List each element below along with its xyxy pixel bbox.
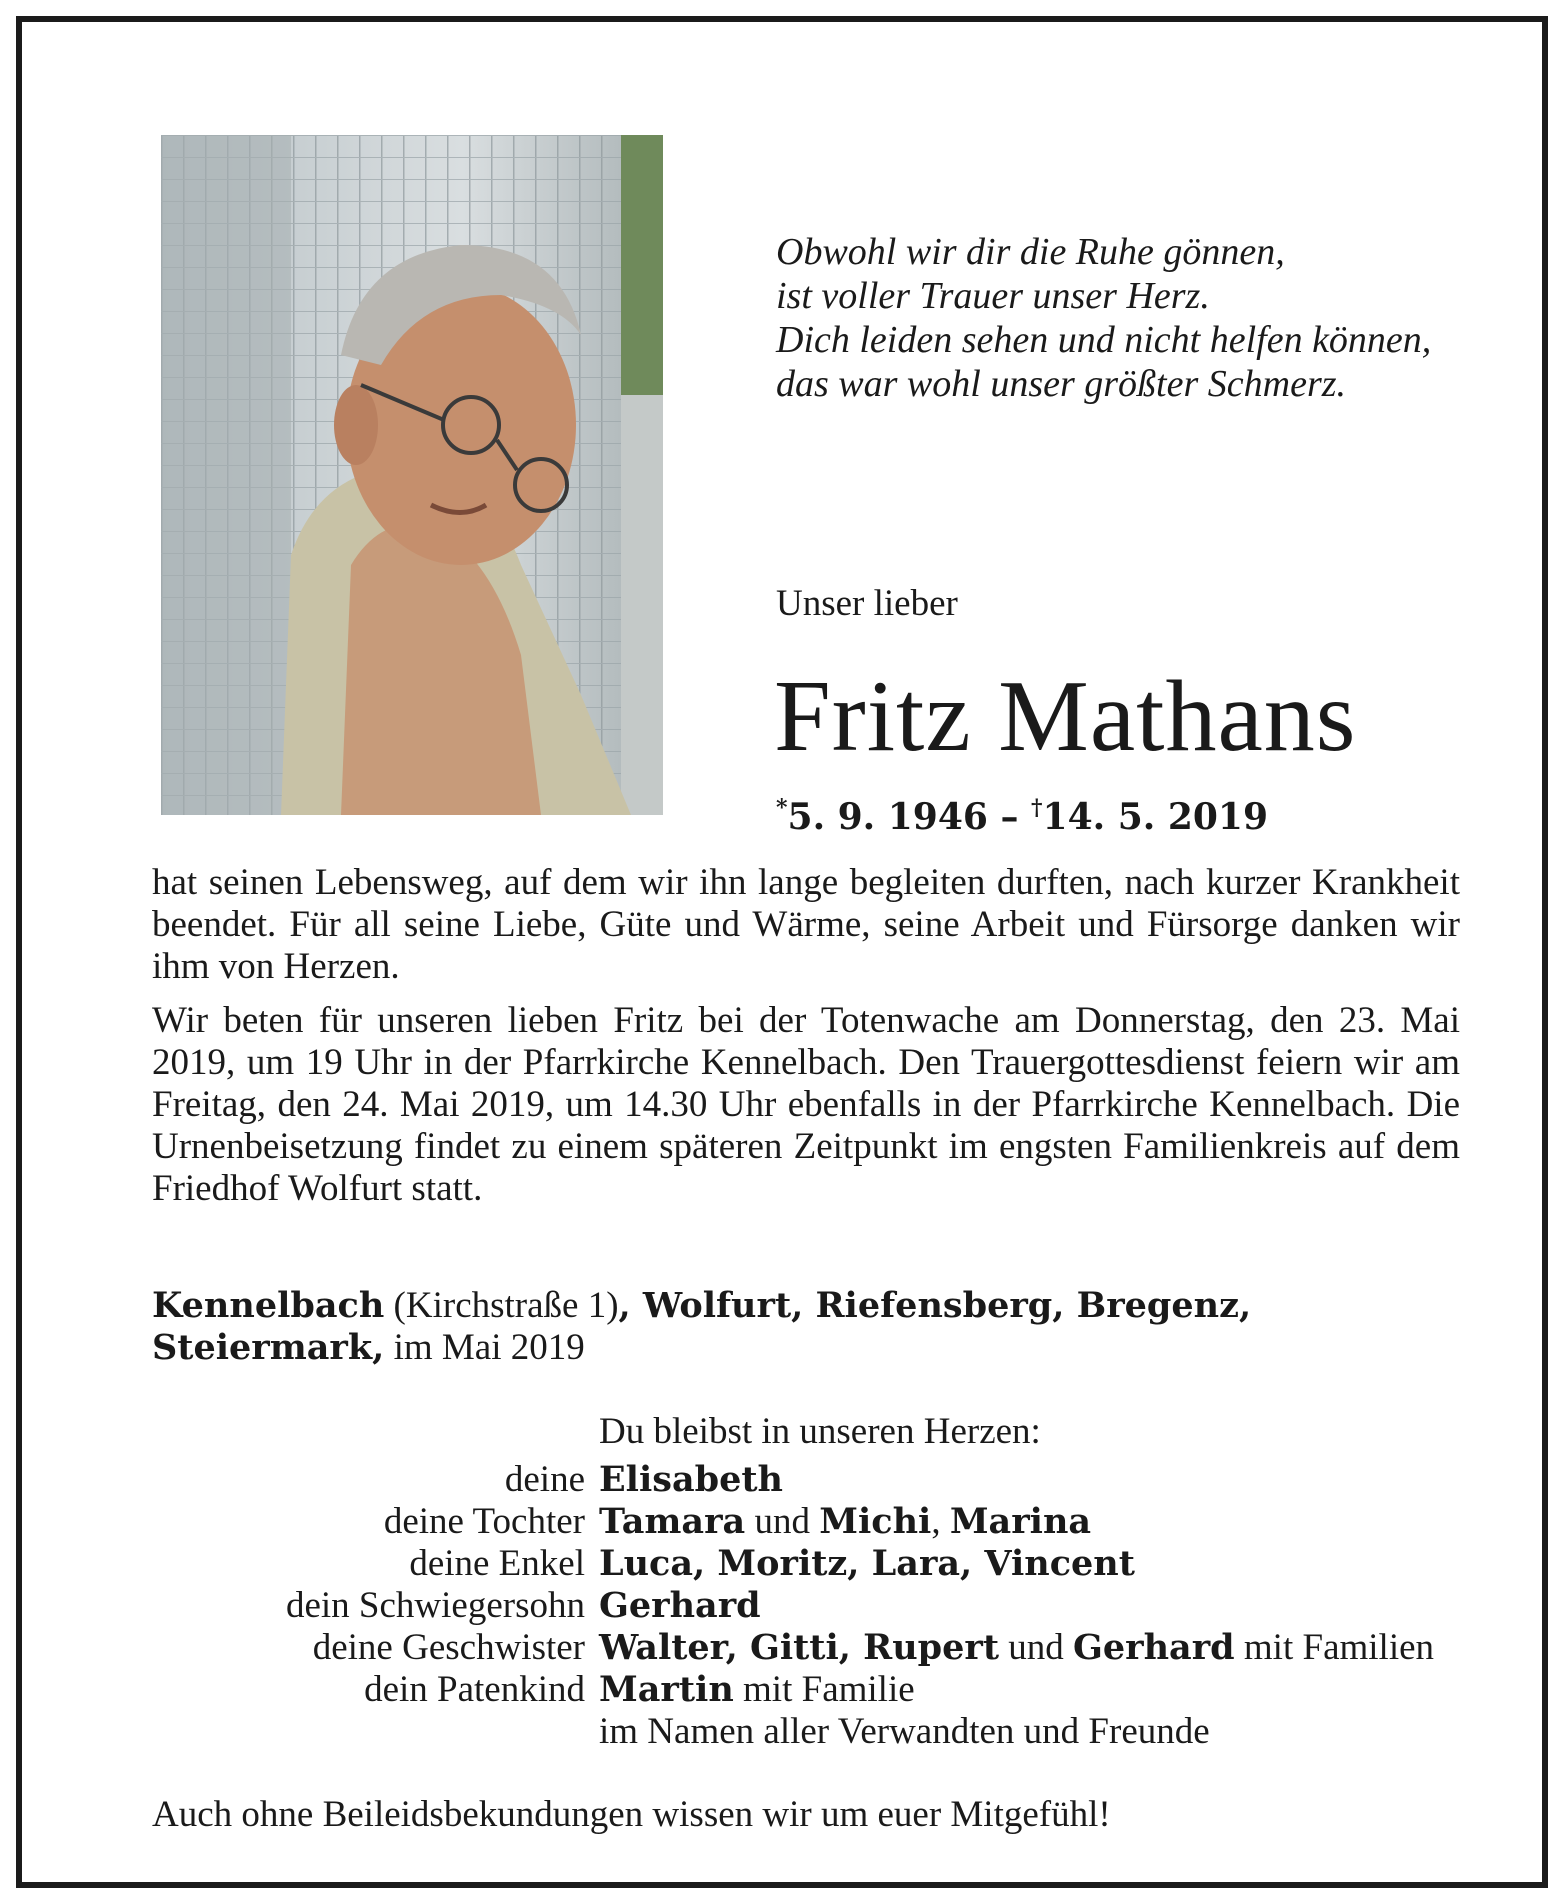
poem-line: das war wohl unser größter Schmerz. — [776, 363, 1347, 405]
mourner-name: Elisabeth — [599, 1459, 784, 1500]
date-separator: – — [987, 796, 1032, 838]
mourner-name: Gerhard — [599, 1585, 761, 1626]
mourner-connector: mit Familien — [1234, 1627, 1435, 1668]
portrait-image — [161, 135, 663, 815]
poem-line: Obwohl wir dir die Ruhe gönnen, — [776, 231, 1285, 273]
mourner-name: Walter, Gitti, Rupert — [599, 1627, 1000, 1668]
mourner-relation: deine — [504, 1459, 585, 1500]
poem-line: ist voller Trauer unser Herz. — [776, 275, 1210, 317]
mourner-row — [152, 1459, 1472, 1501]
place-date: im Mai 2019 — [384, 1327, 585, 1368]
deceased-name: Fritz Mathans — [774, 660, 1357, 773]
mourner-name: Tamara — [599, 1501, 746, 1542]
place-main: Kennelbach — [152, 1285, 385, 1326]
mourner-connector: im Namen aller Verwandten und Freunde — [599, 1711, 1210, 1752]
mourners-heading: Du bleibst in unseren Herzen: — [599, 1411, 1041, 1452]
poem — [776, 230, 1496, 406]
mourner-relation: dein Schwiegersohn — [285, 1585, 585, 1626]
death-symbol: † — [1031, 795, 1043, 821]
mourners-list — [152, 1459, 1472, 1753]
mourner-relation: deine Geschwister — [312, 1627, 585, 1668]
mourner-name: Michi — [819, 1501, 932, 1542]
mourner-names — [599, 1627, 1434, 1669]
mourner-connector: , — [931, 1501, 950, 1542]
places-list: , Wolfurt, Riefensberg, Bregenz, — [618, 1285, 1252, 1326]
mourner-relation — [152, 1711, 599, 1753]
mourner-relation: dein Patenkind — [364, 1669, 585, 1710]
mourner-connector: und — [745, 1501, 820, 1542]
life-dates — [776, 786, 1268, 839]
mourner-names — [599, 1669, 915, 1711]
announcement-paragraph: Wir beten für unseren lieben Fritz bei der Totenwache am Donnerstag, den 23. Mai 2019, um 19 Uhr in der Pfarrkirche Kennelbach. Den Trauergottesdienst feiern wir am Freitag, den 24. Mai 2019, um 14.30 Uhr ebenfalls in der Pfarrkirche Kennelbach. Die Urnenbeisetzung findet zu einem späteren Zeitpunkt im engsten Familienkreis auf dem Friedhof Wolfurt statt. — [152, 1000, 1460, 1209]
mourner-names — [599, 1585, 761, 1627]
poem-line: Dich leiden sehen und nicht helfen können, — [776, 319, 1432, 361]
mourner-name: Gerhard — [1073, 1627, 1235, 1668]
mourner-connector: mit Familie — [733, 1669, 915, 1710]
intro-text: Unser lieber — [776, 583, 958, 624]
announcement-text — [152, 862, 1460, 1222]
place-last: Steiermark, — [152, 1327, 385, 1368]
mourner-row — [152, 1711, 1472, 1753]
birth-date: 5. 9. 1946 — [787, 796, 988, 838]
mourner-names — [599, 1543, 1135, 1585]
announcement-paragraph: hat seinen Lebensweg, auf dem wir ihn lange begleiten durften, nach kurzer Krankheit beendet. Für all seine Liebe, Güte und Wärme, seine Arbeit und Fürsorge danken wir ihm von Herzen. — [152, 862, 1460, 987]
mourner-names — [599, 1459, 783, 1501]
death-date: 14. 5. 2019 — [1042, 796, 1269, 838]
mourner-relation: deine Enkel — [409, 1543, 585, 1584]
mourner-name: Marina — [949, 1501, 1092, 1542]
mourner-row — [152, 1543, 1472, 1585]
places-line — [152, 1285, 1460, 1369]
mourner-row — [152, 1501, 1472, 1543]
closing-text: Auch ohne Beileidsbekundungen wissen wir um euer Mitgefühl! — [152, 1794, 1111, 1835]
mourner-connector: und — [999, 1627, 1074, 1668]
mourner-row — [152, 1627, 1472, 1669]
mourner-row — [152, 1585, 1472, 1627]
obituary-card — [16, 16, 1548, 1888]
portrait-photo — [161, 135, 663, 815]
mourner-names — [599, 1501, 1091, 1543]
birth-symbol: * — [776, 795, 788, 821]
mourner-relation: deine Tochter — [383, 1501, 585, 1542]
mourner-name: Luca, Moritz, Lara, Vincent — [599, 1543, 1135, 1584]
address: (Kirchstraße 1) — [384, 1285, 619, 1326]
mourner-names — [599, 1711, 1210, 1753]
mourner-name: Martin — [599, 1669, 734, 1710]
mourner-row — [152, 1669, 1472, 1711]
